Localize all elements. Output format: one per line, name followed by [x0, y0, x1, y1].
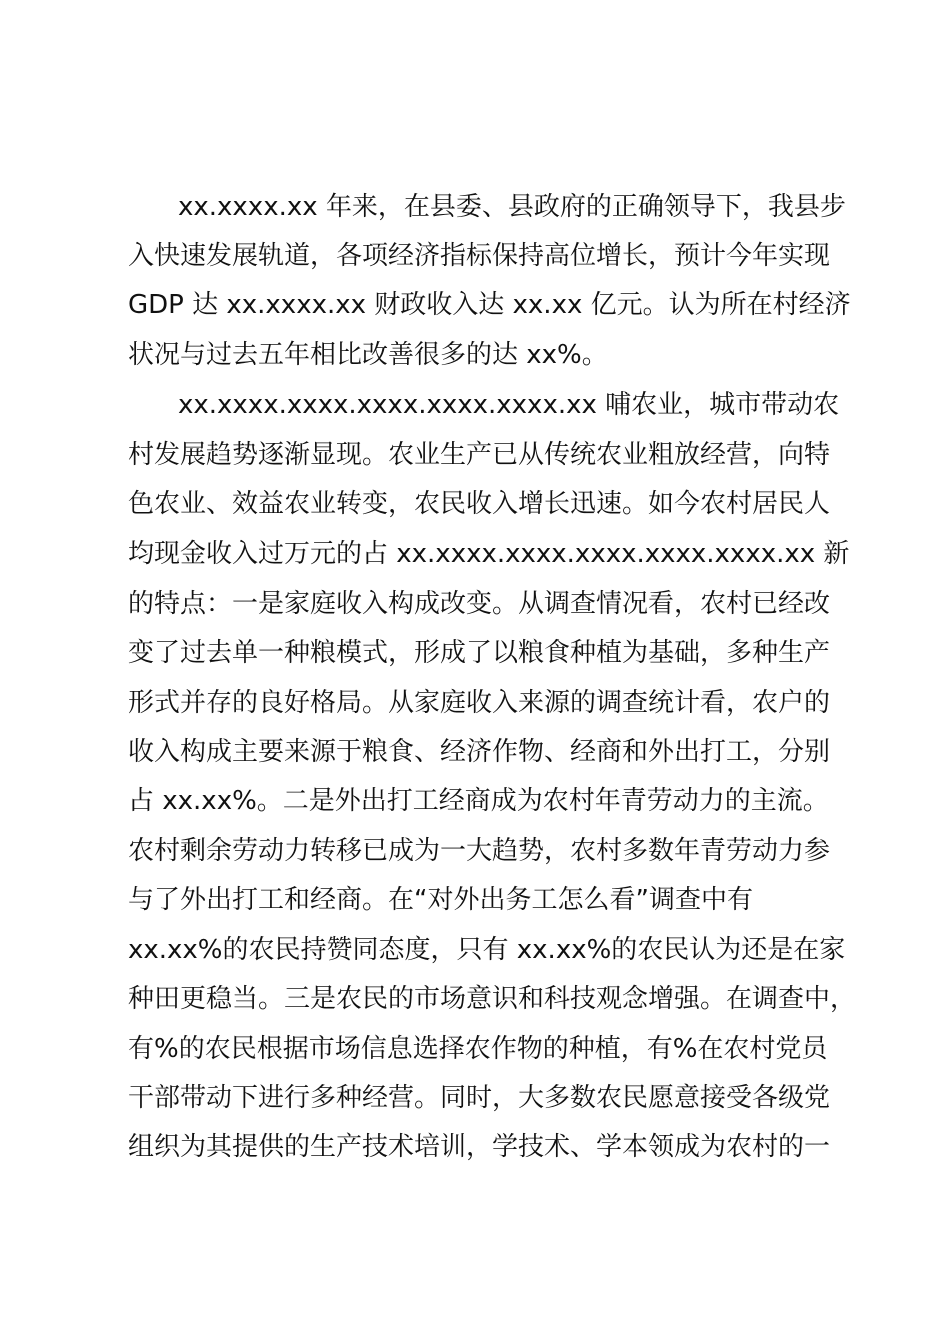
paragraph-1-line-1: xx.xxxx.xx 年来，在县委、县政府的正确领导下，我县步 [178, 192, 846, 222]
paragraph-2-line-7: 形式并存的良好格局。从家庭收入来源的调查统计看，农户的 [128, 688, 831, 718]
paragraph-2-line-8: 收入构成主要来源于粮食、经济作物、经商和外出打工，分别 [128, 737, 831, 767]
paragraph-2-line-9: 占 xx.xx%。二是外出打工经商成为农村年青劳动力的主流。 [128, 786, 829, 816]
paragraph-2-line-4: 均现金收入过万元的占 xx.xxxx.xxxx.xxxx.xxxx.xxxx.xx 新 [128, 539, 850, 569]
paragraph-1-line-2: 入快速发展轨道，各项经济指标保持高位增长，预计今年实现 [128, 241, 831, 271]
paragraph-2-line-14: 有%的农民根据市场信息选择农作物的种植，有%在农村党员 [128, 1034, 828, 1064]
paragraph-2-line-5: 的特点：一是家庭收入构成改变。从调查情况看，农村已经改 [128, 589, 831, 619]
paragraph-2-line-11: 与了外出打工和经商。在“对外出务工怎么看”调查中有 [128, 885, 753, 915]
paragraph-2-line-10: 农村剩余劳动力转移已成为一大趋势，农村多数年青劳动力参 [128, 836, 831, 866]
paragraph-1-line-4: 状况与过去五年相比改善很多的达 xx%。 [128, 340, 608, 370]
paragraph-2-line-12: xx.xx%的农民持赞同态度，只有 xx.xx%的农民认为还是在家 [128, 935, 846, 965]
paragraph-2-line-16: 组织为其提供的生产技术培训，学技术、学本领成为农村的一 [128, 1132, 831, 1162]
paragraph-2-line-1: xx.xxxx.xxxx.xxxx.xxxx.xxxx.xx 哺农业，城市带动农 [178, 390, 840, 420]
paragraph-2-line-13: 种田更稳当。三是农民的市场意识和科技观念增强。在调查中， [128, 984, 857, 1014]
paragraph-1-line-3: GDP 达 xx.xxxx.xx 财政收入达 xx.xx 亿元。认为所在村经济 [128, 290, 851, 320]
paragraph-2-line-6: 变了过去单一种粮模式，形成了以粮食种植为基础，多种生产 [128, 638, 831, 668]
paragraph-2-line-3: 色农业、效益农业转变，农民收入增长迅速。如今农村居民人 [128, 489, 831, 519]
paragraph-2-line-15: 干部带动下进行多种经营。同时，大多数农民愿意接受各级党 [128, 1083, 831, 1113]
paragraph-2-line-2: 村发展趋势逐渐显现。农业生产已从传统农业粗放经营，向特 [128, 440, 831, 470]
